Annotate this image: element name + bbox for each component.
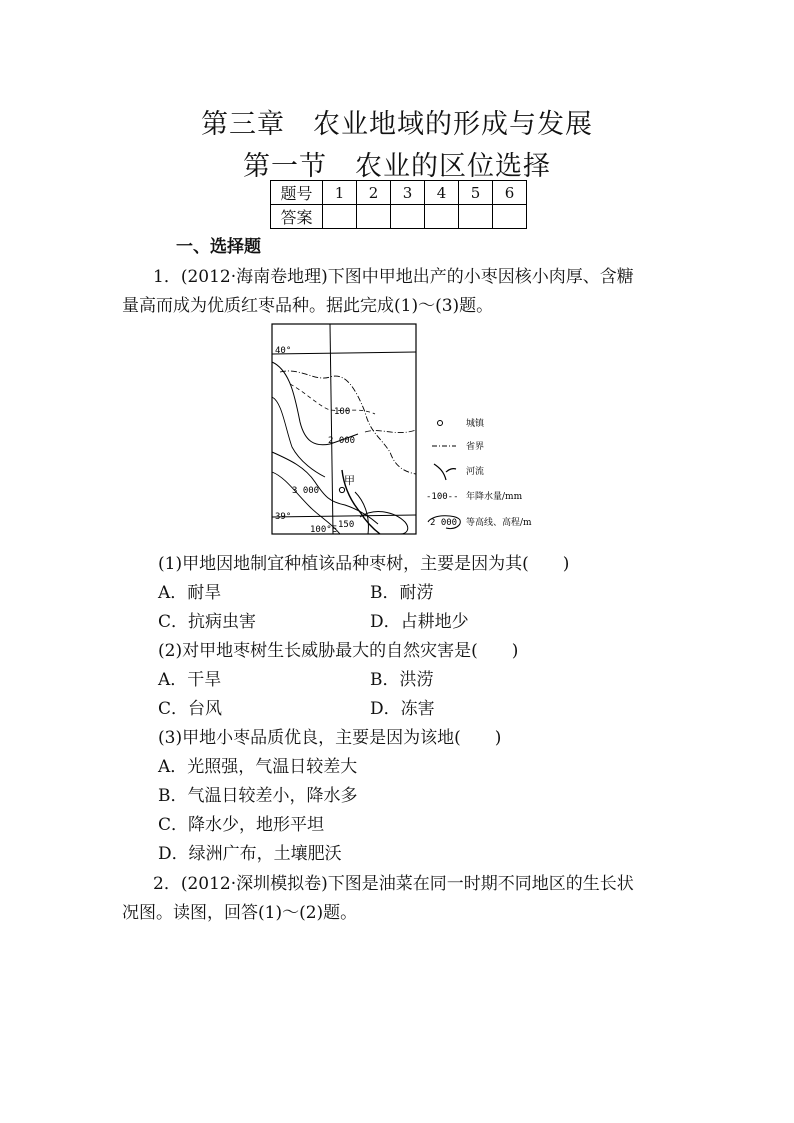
- chapter-title: 第三章 农业地域的形成与发展: [201, 109, 593, 140]
- q2-stem-line2: 况图。读图，回答(1)～(2)题。: [122, 903, 358, 923]
- q1-sub1-option-a[interactable]: A．耐旱: [158, 583, 222, 603]
- answer-cell[interactable]: [357, 205, 391, 229]
- q1-sub3-stem: (3)甲地小枣品质优良，主要是因为该地( ): [158, 728, 502, 748]
- q1-sub2-stem: (2)对甲地枣树生长威胁最大的自然灾害是( ): [158, 641, 519, 661]
- answer-cell[interactable]: [459, 205, 493, 229]
- legend-label-contour: 等高线、高程/m: [466, 518, 532, 528]
- question-number-label: 题号: [271, 181, 323, 205]
- latitude-label-40: 40°: [275, 346, 292, 356]
- q1-sub1-option-b[interactable]: B．耐涝: [370, 583, 434, 603]
- contour-label-2000: 2 000: [328, 436, 356, 446]
- legend-label-isohyet: 年降水量/mm: [466, 492, 523, 502]
- longitude-line-100: [330, 324, 333, 534]
- answer-cell[interactable]: [425, 205, 459, 229]
- q1-sub3-option-d[interactable]: D．绿洲广布，土壤肥沃: [158, 844, 342, 864]
- q1-sub2-option-a[interactable]: A．干旱: [158, 670, 222, 690]
- contour-line: [272, 397, 325, 477]
- isohyet-label-150: 150: [338, 520, 355, 530]
- q1-sub3-option-c[interactable]: C．降水少，地形平坦: [158, 815, 325, 835]
- answer-label: 答案: [271, 205, 323, 229]
- river-icon: [434, 464, 456, 480]
- q1-sub2-option-d[interactable]: D．冻害: [370, 699, 435, 719]
- isohyet-label-100: 100: [334, 407, 351, 417]
- answer-cell[interactable]: [391, 205, 425, 229]
- legend-label-river: 河流: [466, 467, 485, 477]
- map-frame: [272, 324, 416, 534]
- q2-stem-line1: 2．(2012·深圳模拟卷)下图是油菜在同一时期不同地区的生长状: [153, 874, 634, 894]
- q1-sub3-option-a[interactable]: A．光照强，气温日较差大: [158, 757, 358, 777]
- answer-table: [270, 180, 527, 229]
- town-jia-marker: [339, 487, 344, 492]
- q1-sub1-stem: (1)甲地因地制宜种植该品种枣树，主要是因为其( ): [158, 554, 570, 574]
- answer-cell[interactable]: [323, 205, 357, 229]
- answer-table-answer-row: [271, 205, 527, 229]
- question-number-cell: 4: [425, 181, 459, 205]
- latitude-label-39: 39°: [275, 512, 292, 522]
- section-title: 第一节 农业的区位选择: [243, 151, 551, 182]
- q1-stem-line2: 量高而成为优质红枣品种。据此完成(1)～(3)题。: [122, 296, 494, 316]
- q1-sub1-option-c[interactable]: C．抗病虫害: [158, 612, 257, 632]
- part-heading: 一、选择题: [176, 237, 261, 257]
- q1-sub2-option-c[interactable]: C．台风: [158, 699, 223, 719]
- q1-stem-line1: 1．(2012·海南卷地理)下图中甲地出产的小枣因核小肉厚、含糖: [153, 267, 634, 287]
- town-icon: [438, 421, 443, 426]
- q1-sub3-option-b[interactable]: B．气温日较差小，降水多: [158, 786, 358, 806]
- question-number-cell: 2: [357, 181, 391, 205]
- isohyet-100: [290, 384, 375, 414]
- contour-label-3000: 3 000: [292, 486, 320, 496]
- longitude-label: 100°E: [310, 525, 338, 535]
- topographic-map: [270, 322, 570, 540]
- question-number-cell: 3: [391, 181, 425, 205]
- contour-icon-label: 2 000: [430, 518, 458, 528]
- isohyet-icon: -100--: [426, 492, 459, 502]
- place-label-jia: 甲: [344, 474, 355, 487]
- map-legend: [426, 417, 532, 529]
- q1-sub1-option-d[interactable]: D．占耕地少: [370, 612, 469, 632]
- answer-table-header-row: [271, 181, 527, 205]
- question-number-cell: 6: [493, 181, 527, 205]
- contour-2000: [272, 362, 358, 445]
- legend-label-province-border: 省界: [466, 442, 485, 452]
- question-number-cell: 5: [459, 181, 493, 205]
- answer-cell[interactable]: [493, 205, 527, 229]
- latitude-line-40: [272, 352, 416, 354]
- legend-label-town: 城镇: [466, 419, 485, 429]
- question-number-cell: 1: [323, 181, 357, 205]
- q1-sub2-option-b[interactable]: B．洪涝: [370, 670, 434, 690]
- river: [355, 492, 368, 534]
